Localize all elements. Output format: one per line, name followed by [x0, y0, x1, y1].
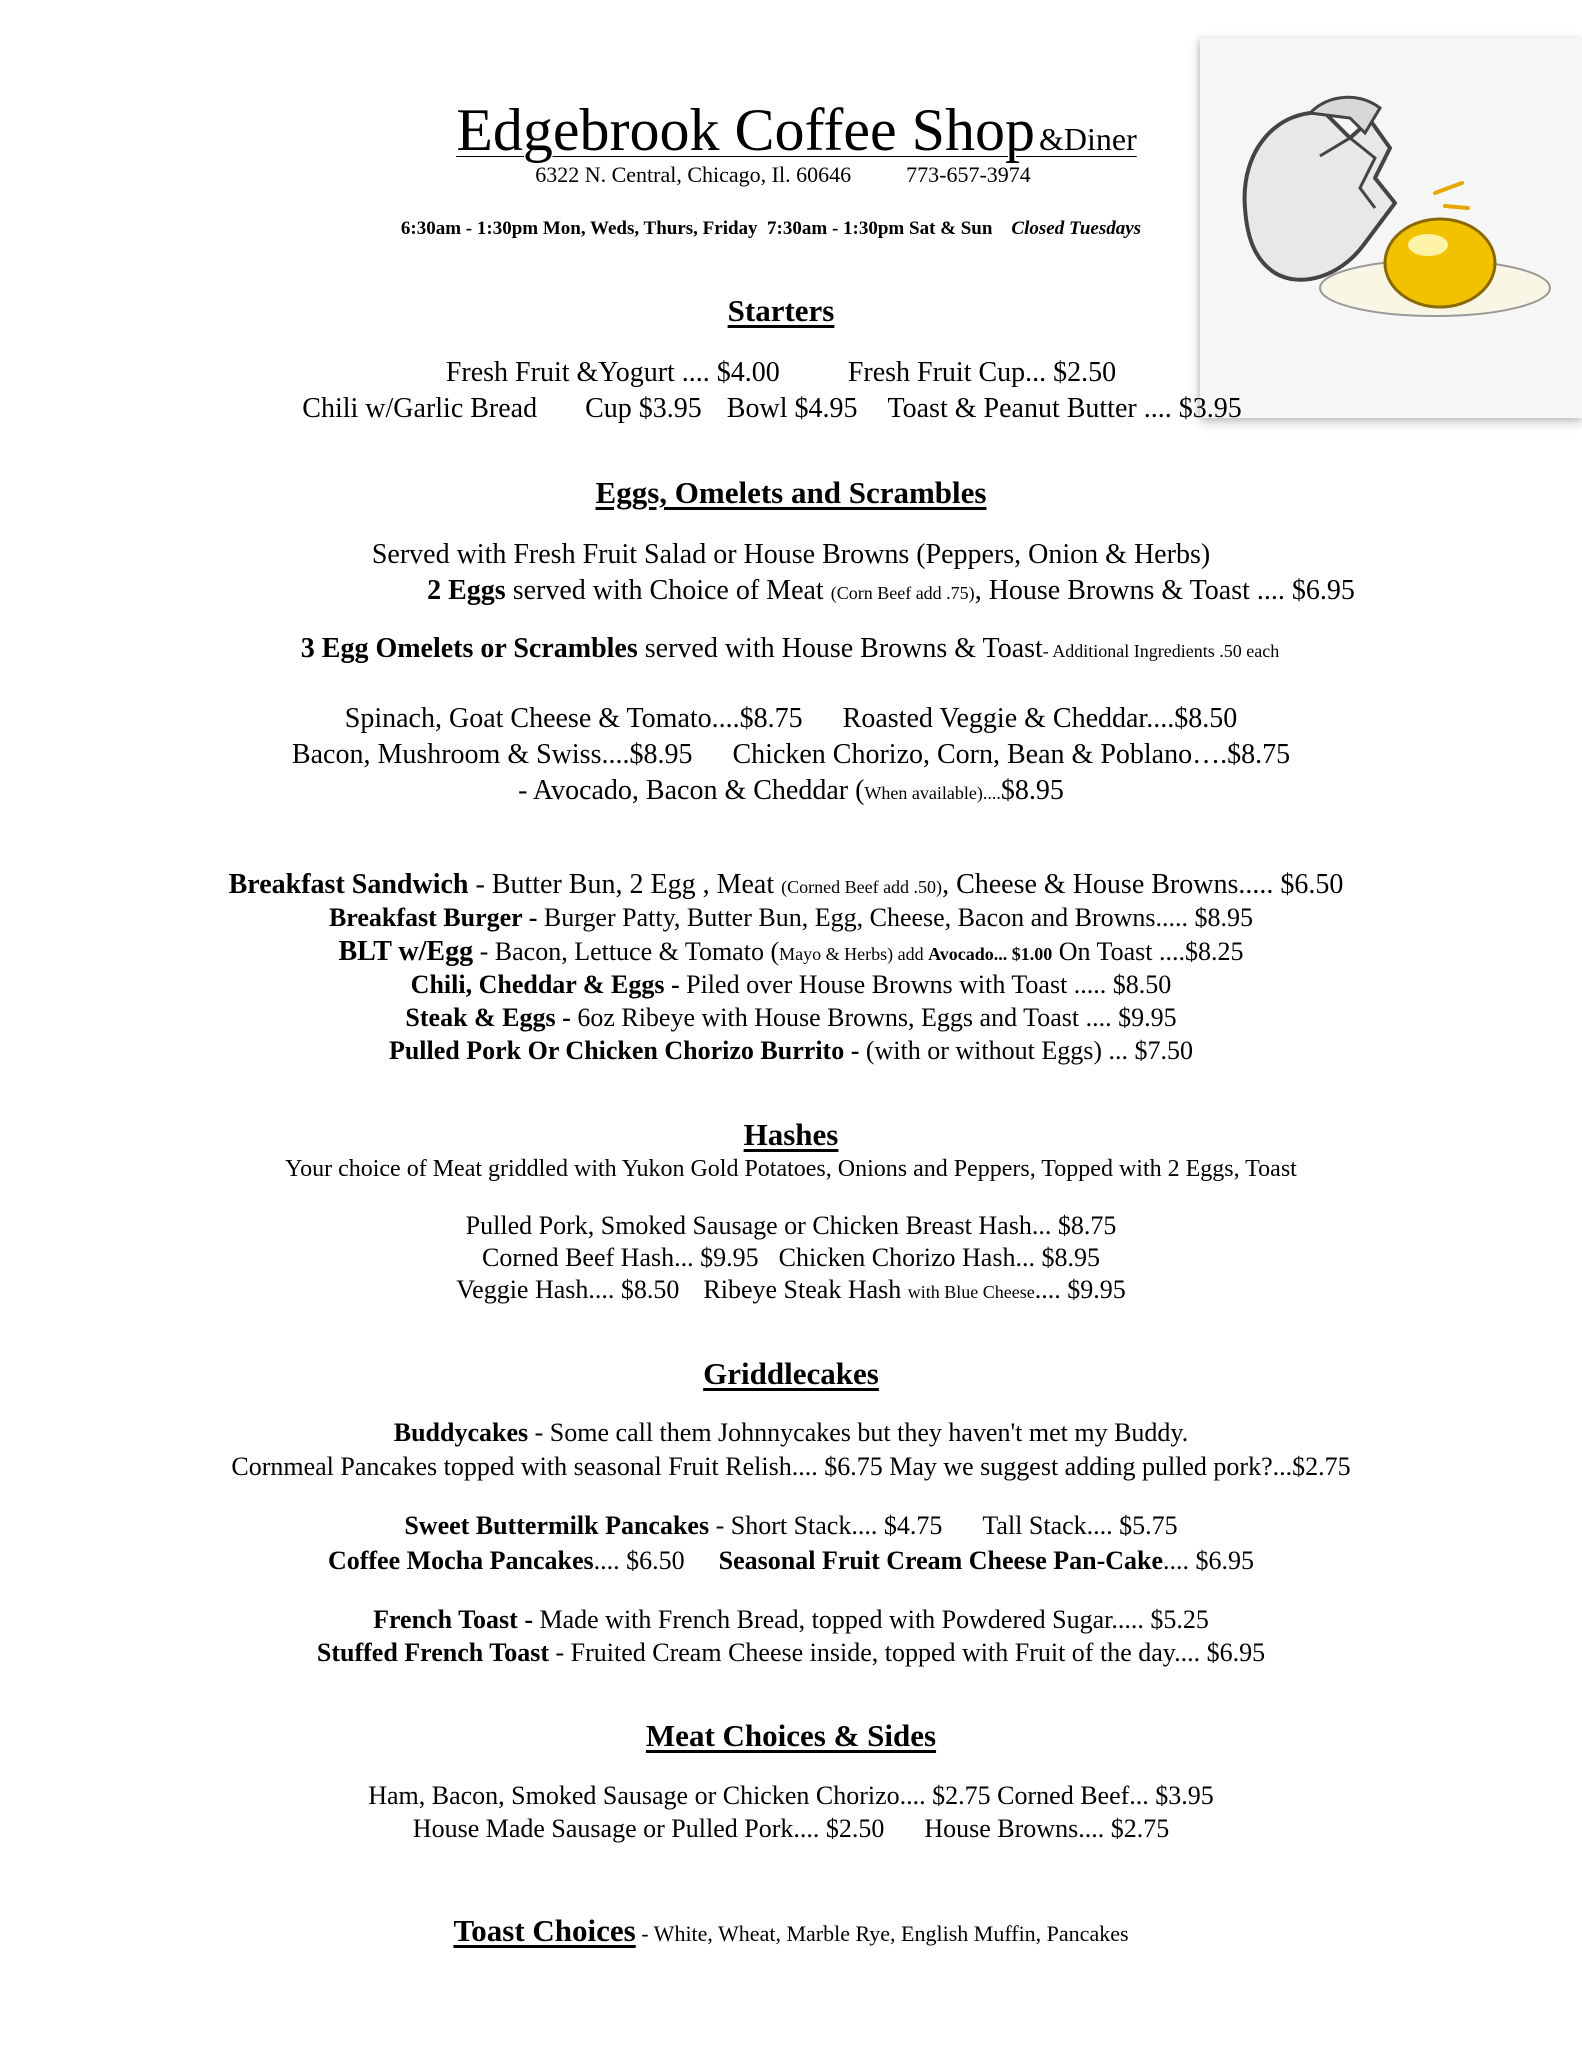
hashes-line-1: Pulled Pork, Smoked Sausage or Chicken Breast Hash... $8.75: [465, 1211, 1117, 1240]
section-eggs: Eggs, Omelets and Scrambles: [595, 475, 987, 510]
hashes-line-2: Corned Beef Hash... $9.95 Chicken Chorizo Hash... $8.95: [482, 1243, 1100, 1272]
burrito: Pulled Pork Or Chicken Chorizo Burrito - (with or without Eggs) ... $7.50: [388, 1036, 1194, 1065]
meats-line-1: Ham, Bacon, Smoked Sausage or Chicken Chorizo.... $2.75 Corned Beef... $3.95: [368, 1781, 1214, 1810]
address: 6322 N. Central, Chicago, Il. 60646: [535, 162, 852, 187]
blt-with-egg: BLT w/Egg - Bacon, Lettuce & Tomato (Mayo & Herbs) add Avocado... $1.00 On Toast ....$8.25: [338, 936, 1244, 967]
stuffed-french-toast: Stuffed French Toast - Fruited Cream Cheese inside, topped with Fruit of the day.... $6.95: [316, 1638, 1266, 1667]
hashes-line-3: Veggie Hash.... $8.50 Ribeye Steak Hash with Blue Cheese.... $9.95: [456, 1275, 1126, 1304]
breakfast-burger: Breakfast Burger - Burger Patty, Butter Bun, Egg, Cheese, Bacon and Browns..... $8.95: [328, 903, 1254, 932]
eggs-options-3: - Avocado, Bacon & Cheddar (When available)....$8.95: [518, 775, 1064, 806]
breakfast-sandwich: Breakfast Sandwich - Butter Bun, 2 Egg , Meat (Corned Beef add .50), Cheese & House Browns..... $6.50: [228, 869, 1344, 900]
starters-line-1: Fresh Fruit &Yogurt .... $4.00 Fresh Fruit Cup... $2.50: [445, 357, 1117, 388]
section-toast: Toast Choices: [453, 1913, 636, 1948]
steak-and-eggs: Steak & Eggs - 6oz Ribeye with House Browns, Eggs and Toast .... $9.95: [405, 1003, 1177, 1032]
buddycakes: Buddycakes - Some call them Johnnycakes but they haven't met my Buddy.: [393, 1418, 1189, 1447]
section-griddlecakes: Griddlecakes: [703, 1356, 879, 1391]
french-toast: French Toast - Made with French Bread, topped with Powdered Sugar..... $5.25: [373, 1605, 1209, 1634]
buttermilk-pancakes: Sweet Buttermilk Pancakes - Short Stack.... $4.75 Tall Stack.... $5.75: [404, 1511, 1178, 1540]
hours-weekend: 7:30am - 1:30pm Sat & Sun: [767, 218, 993, 239]
starters-line-2: Chili w/Garlic Bread Cup $3.95 Bowl $4.95 Toast & Peanut Butter .... $3.95: [302, 393, 1242, 424]
closed-notice: Closed Tuesdays: [1011, 218, 1142, 239]
hashes-description: Your choice of Meat griddled with Yukon Gold Potatoes, Onions and Peppers, Topped with 2 Eggs, Toast: [285, 1156, 1297, 1182]
eggs-options-1: Spinach, Goat Cheese & Tomato....$8.75 Roasted Veggie & Cheddar....$8.50: [344, 703, 1238, 734]
eggs-served-with: Served with Fresh Fruit Salad or House Browns (Peppers, Onion & Herbs): [371, 539, 1211, 570]
phone: 773-657-3974: [906, 162, 1031, 187]
mocha-and-seasonal: Coffee Mocha Pancakes.... $6.50 Seasonal Fruit Cream Cheese Pan-Cake.... $6.95: [327, 1546, 1255, 1575]
section-meats: Meat Choices & Sides: [645, 1718, 937, 1753]
eggs-omelets: 3 Egg Omelets or Scrambles served with House Browns & Toast- Additional Ingredients .50 each: [300, 633, 1280, 664]
cornmeal-pancakes: Cornmeal Pancakes topped with seasonal Fruit Relish.... $6.75 May we suggest adding pulled pork?...$2.75: [231, 1452, 1351, 1481]
restaurant-name: Edgebrook Coffee Shop: [456, 97, 1036, 163]
eggs-options-2: Bacon, Mushroom & Swiss....$8.95 Chicken Chorizo, Corn, Bean & Poblano….$8.75: [291, 739, 1291, 770]
restaurant-name-suffix: &Diner: [1039, 121, 1137, 157]
hours-weekday: 6:30am - 1:30pm Mon, Weds, Thurs, Friday: [400, 218, 758, 239]
toast-choices: Toast Choices - White, Wheat, Marble Rye, English Muffin, Pancakes: [453, 1913, 1129, 1948]
eggs-two-eggs: 2 Eggs served with Choice of Meat (Corn Beef add .75), House Browns & Toast .... $6.95: [427, 575, 1355, 606]
chili-cheddar-eggs: Chili, Cheddar & Eggs - Piled over House Browns with Toast ..... $8.50: [410, 970, 1172, 999]
section-starters: Starters: [727, 293, 835, 328]
section-hashes: Hashes: [743, 1117, 839, 1152]
meats-line-2: House Made Sausage or Pulled Pork.... $2.50 House Browns.... $2.75: [412, 1814, 1170, 1843]
